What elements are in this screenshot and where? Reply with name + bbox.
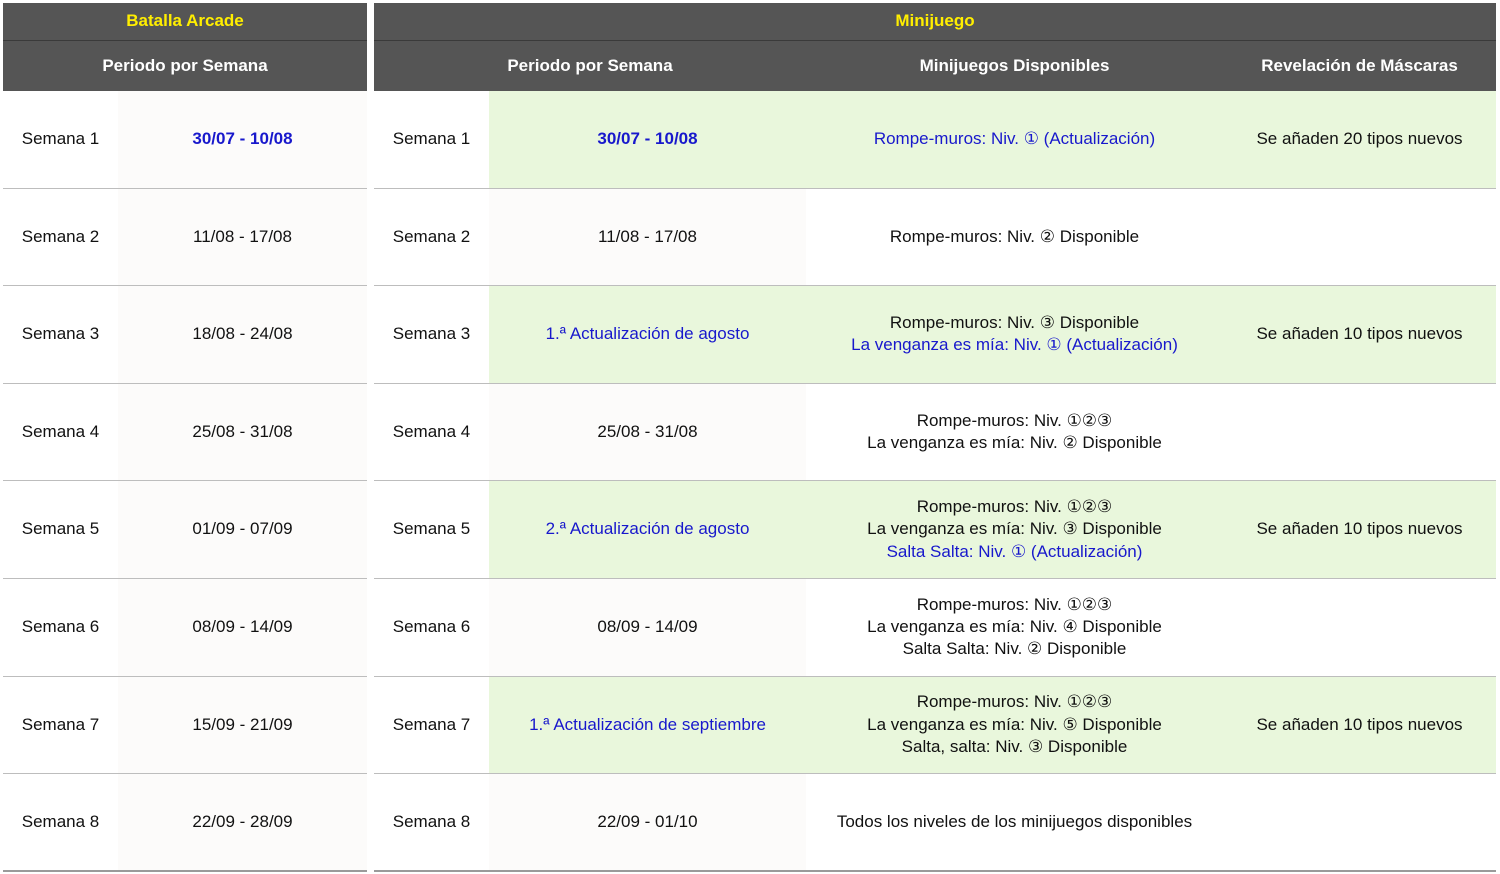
minigame-game-line: Rompe-muros: Niv. ①②③ (916, 410, 1113, 430)
minigame-games-cell (806, 481, 1223, 579)
minigame-games-cell (806, 579, 1223, 677)
minigame-masks-cell: Se añaden 10 tipos nuevos (1223, 677, 1496, 775)
minigame-week-cell: Semana 4 (374, 384, 489, 482)
minigame-game-line: La venganza es mía: Niv. ② Disponible (867, 433, 1162, 453)
minigame-game-line: Rompe-muros: Niv. ③ Disponible (889, 313, 1140, 333)
arcade-period-header: Periodo por Semana (3, 41, 367, 91)
minigame-games-cell (806, 774, 1223, 872)
arcade-week-cell: Semana 5 (3, 481, 118, 579)
minigame-period-cell: 25/08 - 31/08 (489, 384, 806, 482)
arcade-week-cell: Semana 2 (3, 189, 118, 287)
arcade-dates-cell: 15/09 - 21/09 (118, 677, 367, 775)
minigame-week-cell: Semana 1 (374, 91, 489, 189)
arcade-week-cell: Semana 7 (3, 677, 118, 775)
minigame-masks-cell (1223, 189, 1496, 287)
minigame-masks-cell: Se añaden 10 tipos nuevos (1223, 286, 1496, 384)
minigame-games-cell (806, 384, 1223, 482)
minigame-game-line: Rompe-muros: Niv. ② Disponible (889, 226, 1140, 246)
minigame-games-header: Minijuegos Disponibles (806, 41, 1223, 91)
arcade-dates-cell: 08/09 - 14/09 (118, 579, 367, 677)
minigame-game-line: La venganza es mía: Niv. ⑤ Disponible (867, 714, 1162, 734)
minigame-games-list (874, 128, 1155, 150)
minigame-games-list (890, 226, 1139, 248)
arcade-title: Batalla Arcade (3, 3, 367, 41)
arcade-week-cell: Semana 4 (3, 384, 118, 482)
minigame-week-cell: Semana 2 (374, 189, 489, 287)
arcade-dates-cell: 30/07 - 10/08 (118, 91, 367, 189)
minigame-masks-cell: Se añaden 20 tipos nuevos (1223, 91, 1496, 189)
minigame-period-cell: 22/09 - 01/10 (489, 774, 806, 872)
minigame-title: Minijuego (374, 3, 1496, 41)
minigame-games-list (851, 312, 1178, 357)
minigame-period-cell: 11/08 - 17/08 (489, 189, 806, 287)
minigame-table (374, 3, 1496, 872)
minigame-masks-cell (1223, 384, 1496, 482)
minigame-masks-cell: Se añaden 10 tipos nuevos (1223, 481, 1496, 579)
minigame-period-cell: 1.ª Actualización de septiembre (489, 677, 806, 775)
minigame-period-cell: 08/09 - 14/09 (489, 579, 806, 677)
minigame-masks-cell (1223, 774, 1496, 872)
minigame-period-cell: 1.ª Actualización de agosto (489, 286, 806, 384)
arcade-dates-cell: 11/08 - 17/08 (118, 189, 367, 287)
arcade-week-cell: Semana 1 (3, 91, 118, 189)
minigame-games-cell (806, 189, 1223, 287)
minigame-games-list (867, 691, 1162, 758)
minigame-game-line: Salta Salta: Niv. ① (Actualización) (886, 541, 1143, 561)
arcade-dates-cell: 01/09 - 07/09 (118, 481, 367, 579)
minigame-masks-header: Revelación de Máscaras (1223, 41, 1496, 91)
minigame-games-cell (806, 91, 1223, 189)
minigame-games-list (837, 811, 1192, 833)
arcade-dates-cell: 25/08 - 31/08 (118, 384, 367, 482)
arcade-week-cell: Semana 6 (3, 579, 118, 677)
minigame-game-line: Rompe-muros: Niv. ① (Actualización) (873, 129, 1156, 149)
minigame-game-line: Salta Salta: Niv. ② Disponible (902, 639, 1127, 659)
arcade-dates-cell: 18/08 - 24/08 (118, 286, 367, 384)
minigame-games-cell (806, 677, 1223, 775)
arcade-battle-table (3, 3, 367, 872)
minigame-game-line: Rompe-muros: Niv. ①②③ (916, 497, 1113, 517)
minigame-week-cell: Semana 6 (374, 579, 489, 677)
minigame-period-header: Periodo por Semana (374, 41, 806, 91)
minigame-masks-cell (1223, 579, 1496, 677)
arcade-dates-cell: 22/09 - 28/09 (118, 774, 367, 872)
minigame-period-cell: 2.ª Actualización de agosto (489, 481, 806, 579)
minigame-game-line: La venganza es mía: Niv. ③ Disponible (867, 519, 1162, 539)
minigame-game-line: La venganza es mía: Niv. ① (Actualización) (851, 335, 1178, 355)
minigame-week-cell: Semana 7 (374, 677, 489, 775)
minigame-period-cell: 30/07 - 10/08 (489, 91, 806, 189)
minigame-games-list (867, 410, 1162, 455)
minigame-game-line: Todos los niveles de los minijuegos disponibles (836, 811, 1193, 831)
minigame-game-line: Salta, salta: Niv. ③ Disponible (901, 737, 1128, 757)
minigame-game-line: La venganza es mía: Niv. ④ Disponible (867, 617, 1162, 637)
minigame-games-list (867, 594, 1162, 661)
arcade-week-cell: Semana 3 (3, 286, 118, 384)
minigame-games-cell (806, 286, 1223, 384)
minigame-game-line: Rompe-muros: Niv. ①②③ (916, 594, 1113, 614)
minigame-week-cell: Semana 8 (374, 774, 489, 872)
minigame-games-list (867, 496, 1162, 563)
minigame-game-line: Rompe-muros: Niv. ①②③ (916, 692, 1113, 712)
minigame-week-cell: Semana 5 (374, 481, 489, 579)
minigame-week-cell: Semana 3 (374, 286, 489, 384)
arcade-week-cell: Semana 8 (3, 774, 118, 872)
